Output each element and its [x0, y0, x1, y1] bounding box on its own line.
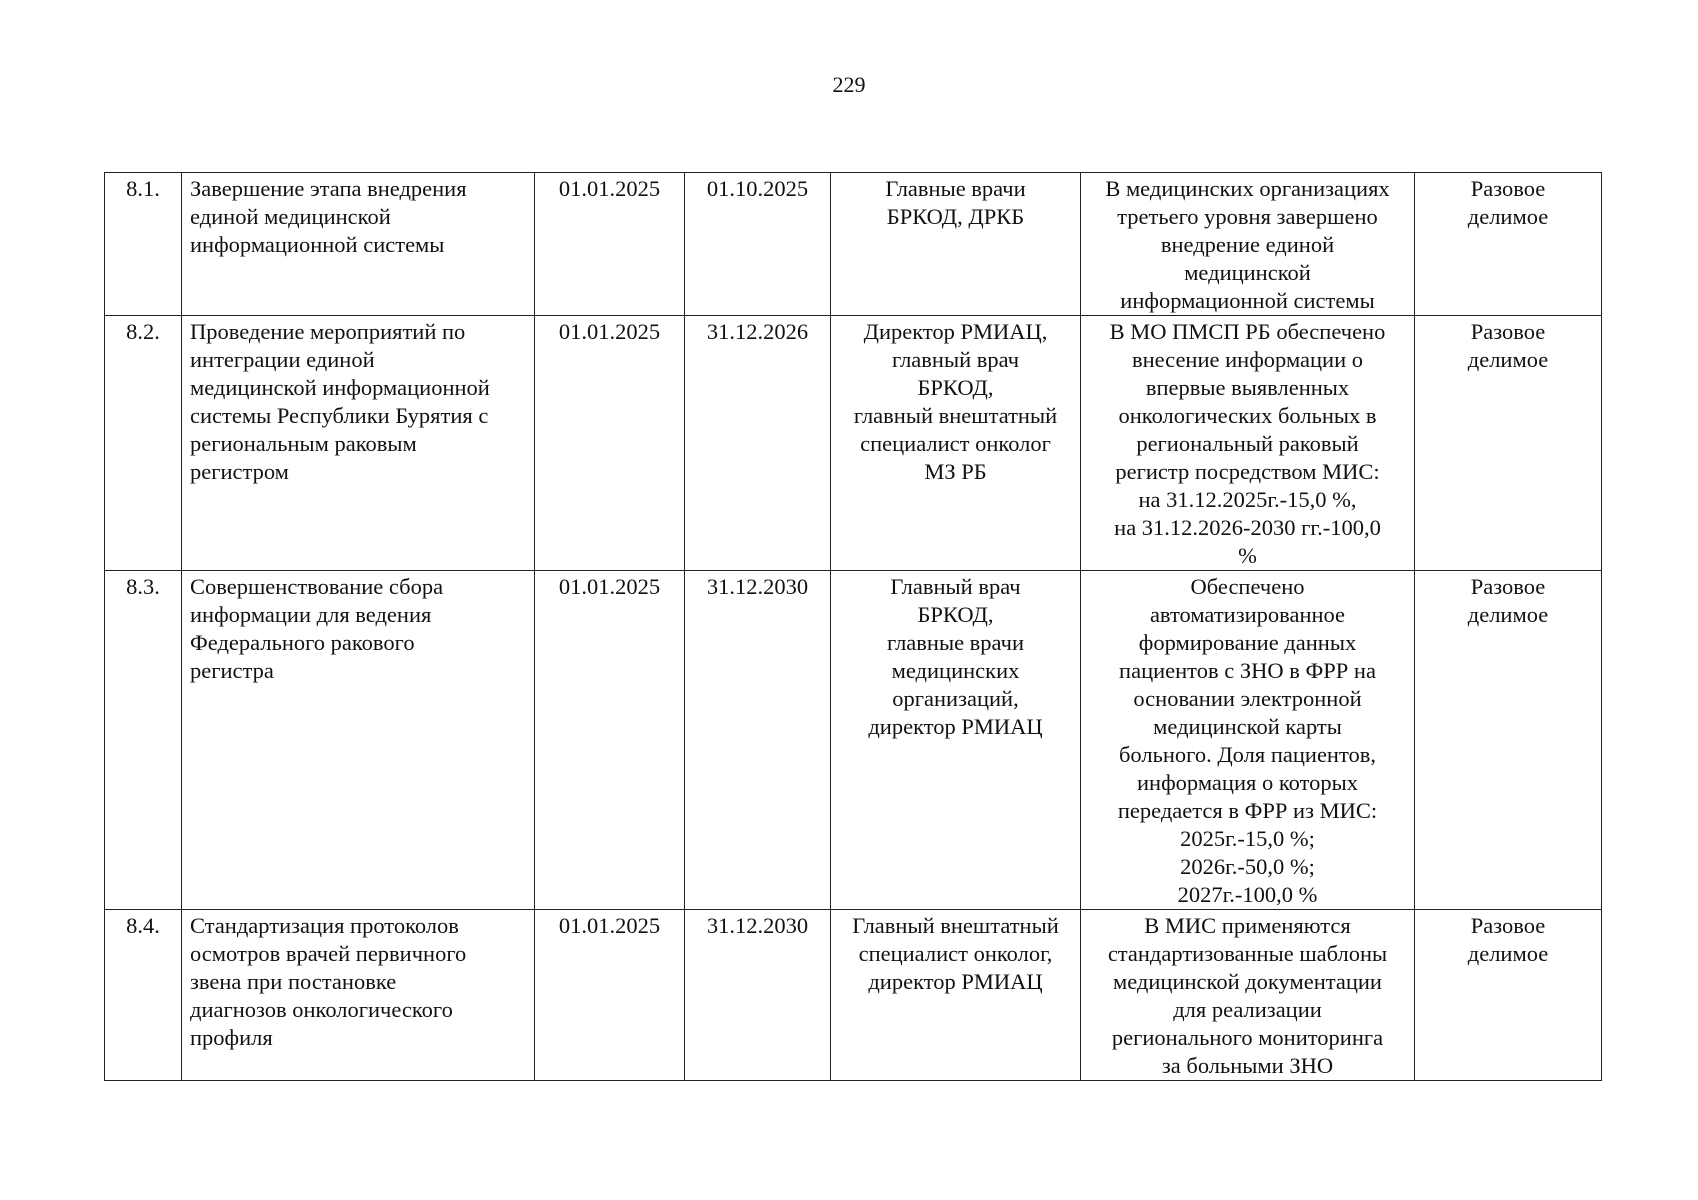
responsible-cell: [831, 910, 1081, 1081]
cell-text-line: Главные врачи: [885, 176, 1026, 201]
table-row: [105, 571, 1602, 910]
cell-text-line: впервые выявленных: [1145, 375, 1350, 400]
cell-text-line: медицинских: [891, 658, 1020, 683]
cell-text-line: за больными ЗНО: [1161, 1053, 1334, 1078]
action-plan-table: [104, 172, 1602, 1081]
end-date-cell: 31.12.2026: [685, 316, 831, 571]
activity-name-cell: [182, 910, 535, 1081]
cell-text-line: главный врач: [891, 347, 1020, 372]
cell-text-line: Главный внештатный: [852, 913, 1059, 938]
start-date-cell: 01.01.2025: [535, 173, 685, 316]
cell-text-line: специалист онколог: [860, 431, 1051, 456]
cell-text-line: формирование данных: [1138, 630, 1357, 655]
start-date-cell: 01.01.2025: [535, 910, 685, 1081]
cell-text-line: информация о которых: [1137, 770, 1358, 795]
cell-text-line: Федерального ракового: [190, 630, 415, 655]
cell-text-line: делимое: [1467, 347, 1549, 372]
cell-text-line: на 31.12.2025г.-15,0 %,: [1138, 487, 1357, 512]
cell-text-line: директор РМИАЦ: [868, 969, 1043, 994]
cell-text-line: информационной системы: [190, 232, 445, 257]
cell-text-line: региональным раковым: [190, 431, 417, 456]
cell-text-line: главные врачи: [886, 630, 1024, 655]
cell-text-line: третьего уровня завершено: [1117, 204, 1378, 229]
type-cell: [1415, 571, 1602, 910]
cell-text-line: внедрение единой: [1160, 232, 1335, 257]
cell-text-line: 2025г.-15,0 %;: [1180, 826, 1315, 851]
cell-text-line: для реализации: [1173, 997, 1322, 1022]
result-cell: [1081, 173, 1415, 316]
cell-text-line: Обеспечено: [1190, 574, 1305, 599]
cell-text-line: на 31.12.2026-2030 гг.-100,0: [1114, 515, 1381, 540]
cell-text-line: Разовое: [1470, 176, 1546, 201]
row-number-cell: 8.3.: [105, 571, 182, 910]
cell-text-line: делимое: [1467, 941, 1549, 966]
result-cell: [1081, 571, 1415, 910]
responsible-cell: [831, 571, 1081, 910]
activity-name-cell: [182, 316, 535, 571]
cell-text-line: регистр посредством МИС:: [1115, 459, 1380, 484]
cell-text-line: делимое: [1467, 204, 1549, 229]
cell-text-line: диагнозов онкологического: [190, 997, 453, 1022]
activity-name-cell: [182, 173, 535, 316]
cell-text-line: единой медицинской: [190, 204, 391, 229]
cell-text-line: МЗ РБ: [924, 459, 987, 484]
cell-text-line: организаций,: [892, 686, 1019, 711]
cell-text-line: делимое: [1467, 602, 1549, 627]
cell-text-line: медицинской документации: [1113, 969, 1382, 994]
page-number: 229: [832, 72, 866, 97]
cell-text-line: Разовое: [1470, 574, 1546, 599]
type-cell: [1415, 910, 1602, 1081]
end-date-cell: 31.12.2030: [685, 571, 831, 910]
table-body: [105, 173, 1602, 1081]
cell-text-line: профиля: [190, 1025, 273, 1050]
cell-text-line: БРКОД, ДРКБ: [886, 204, 1025, 229]
cell-text-line: передается в ФРР из МИС:: [1117, 798, 1378, 823]
cell-text-line: БРКОД,: [917, 602, 994, 627]
result-cell: [1081, 316, 1415, 571]
cell-text-line: больного. Доля пациентов,: [1118, 742, 1377, 767]
cell-text-line: регистром: [190, 459, 289, 484]
type-cell: [1415, 173, 1602, 316]
cell-text-line: главный внештатный: [853, 403, 1058, 428]
cell-text-line: регистра: [190, 658, 274, 683]
cell-text-line: %: [1238, 543, 1257, 568]
table-row: [105, 316, 1602, 571]
cell-text-line: Разовое: [1470, 913, 1546, 938]
cell-text-line: онкологических больных в: [1118, 403, 1377, 428]
cell-text-line: автоматизированное: [1149, 602, 1346, 627]
cell-text-line: информационной системы: [1120, 288, 1375, 313]
cell-text-line: Разовое: [1470, 319, 1546, 344]
cell-text-line: интеграции единой: [190, 347, 375, 372]
cell-text-line: Главный врач: [890, 574, 1021, 599]
cell-text-line: региональный раковый: [1136, 431, 1359, 456]
cell-text-line: директор РМИАЦ: [868, 714, 1043, 739]
row-number-cell: 8.2.: [105, 316, 182, 571]
cell-text-line: 2026г.-50,0 %;: [1180, 854, 1315, 879]
table-row: [105, 910, 1602, 1081]
end-date-cell: 01.10.2025: [685, 173, 831, 316]
cell-text-line: внесение информации о: [1131, 347, 1364, 372]
responsible-cell: [831, 316, 1081, 571]
end-date-cell: 31.12.2030: [685, 910, 831, 1081]
row-number-cell: 8.1.: [105, 173, 182, 316]
cell-text-line: Проведение мероприятий по: [190, 319, 466, 344]
cell-text-line: В МИС применяются: [1144, 913, 1351, 938]
cell-text-line: Завершение этапа внедрения: [190, 176, 467, 201]
cell-text-line: стандартизованные шаблоны: [1107, 941, 1388, 966]
cell-text-line: медицинской: [1184, 260, 1311, 285]
cell-text-line: осмотров врачей первичного: [190, 941, 467, 966]
cell-text-line: информации для ведения: [190, 602, 432, 627]
activity-name-cell: [182, 571, 535, 910]
cell-text-line: звена при постановке: [190, 969, 397, 994]
cell-text-line: БРКОД,: [917, 375, 994, 400]
start-date-cell: 01.01.2025: [535, 316, 685, 571]
cell-text-line: Стандартизация протоколов: [190, 913, 459, 938]
cell-text-line: пациентов с ЗНО в ФРР на: [1119, 658, 1376, 683]
cell-text-line: регионального мониторинга: [1111, 1025, 1384, 1050]
cell-text-line: специалист онколог,: [858, 941, 1053, 966]
cell-text-line: системы Республики Бурятия с: [190, 403, 489, 428]
responsible-cell: [831, 173, 1081, 316]
cell-text-line: Директор РМИАЦ,: [863, 319, 1048, 344]
row-number-cell: 8.4.: [105, 910, 182, 1081]
cell-text-line: В медицинских организациях: [1105, 176, 1390, 201]
cell-text-line: Совершенствование сбора: [190, 574, 444, 599]
cell-text-line: основании электронной: [1133, 686, 1362, 711]
cell-text-line: В МО ПМСП РБ обеспечено: [1109, 319, 1386, 344]
cell-text-line: медицинской карты: [1153, 714, 1342, 739]
start-date-cell: 01.01.2025: [535, 571, 685, 910]
table-row: [105, 173, 1602, 316]
cell-text-line: медицинской информационной: [190, 375, 490, 400]
type-cell: [1415, 316, 1602, 571]
cell-text-line: 2027г.-100,0 %: [1177, 882, 1318, 907]
result-cell: [1081, 910, 1415, 1081]
